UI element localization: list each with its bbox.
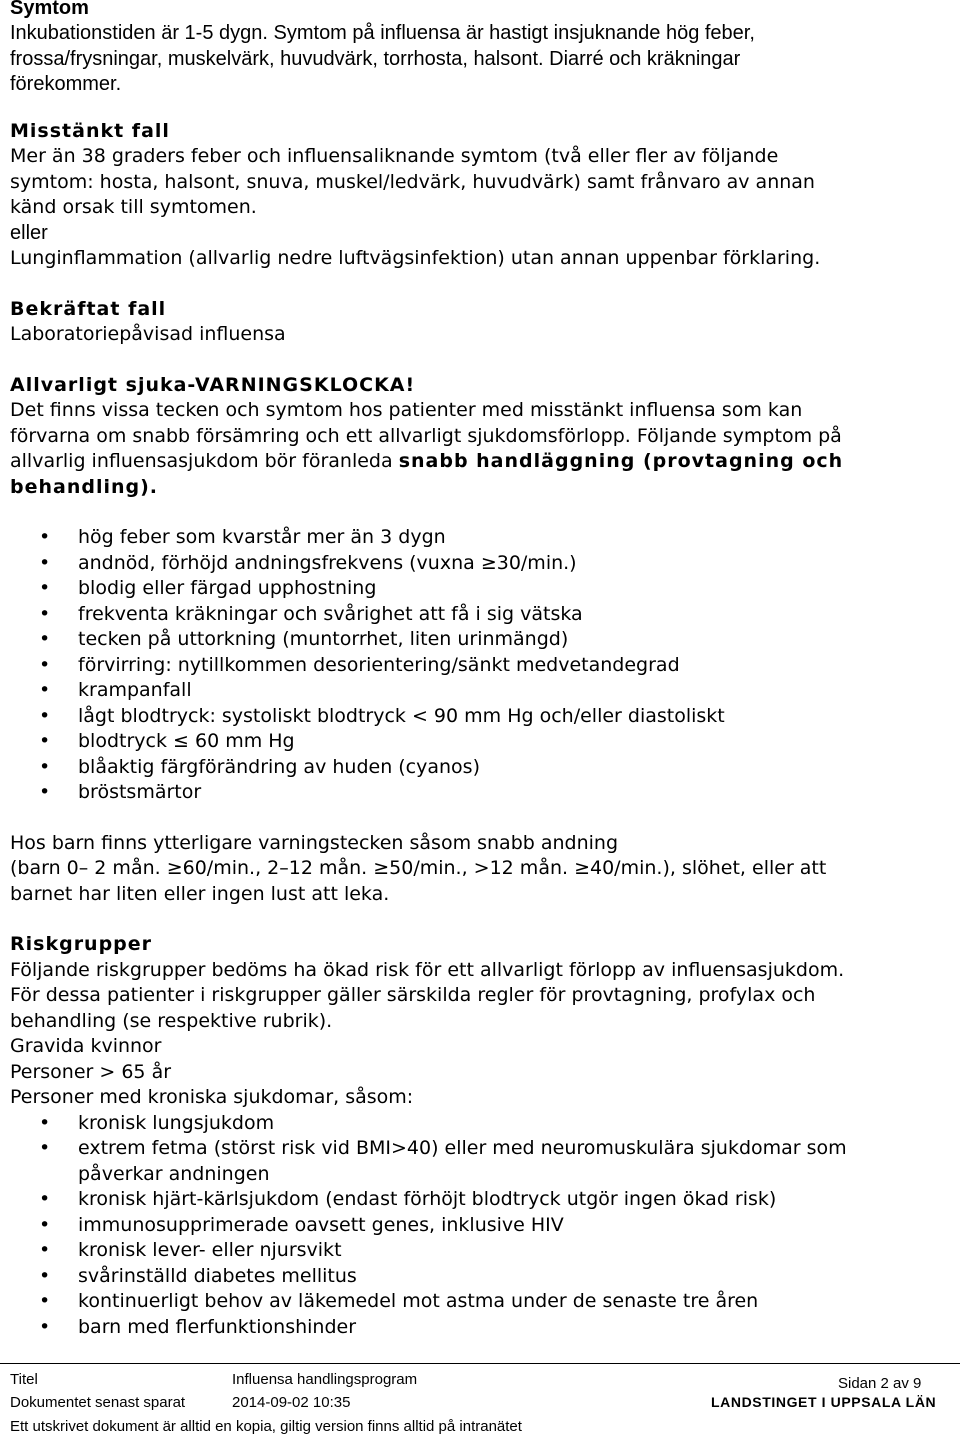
text-line: Laboratoriepåvisad influensa bbox=[10, 323, 286, 345]
list-item: • blåaktig färgförändring av huden (cyanos) bbox=[10, 755, 945, 781]
list-item: • kronisk lungsjukdom bbox=[10, 1111, 945, 1137]
list-item-text: extrem fetma (störst risk vid BMI>40) eller med neuromuskulära sjukdomar som bbox=[78, 1137, 847, 1159]
spacer bbox=[10, 98, 945, 119]
text-line: förvarna om snabb försämring och ett allvarligt sjukdomsförlopp. Följande symptom på bbox=[10, 424, 842, 447]
footer-title-label: Titel bbox=[10, 1371, 38, 1388]
text-line: Gravida kvinnor bbox=[10, 1035, 162, 1057]
text-line: behandling (se respektive rubrik). bbox=[10, 1009, 333, 1032]
risk-groups-list bbox=[10, 1111, 945, 1341]
or-text: eller bbox=[10, 221, 48, 244]
text-emphasis: behandling). bbox=[10, 475, 159, 498]
list-item bbox=[10, 1136, 945, 1187]
text-line: Det finns vissa tecken och symtom hos patienter med misstänkt influensa som kan bbox=[10, 399, 803, 421]
list-item-text: påverkar andningen bbox=[78, 1162, 270, 1185]
text-line: förekommer. bbox=[10, 73, 122, 95]
footer-organization: LANDSTINGET I UPPSALA LÄN bbox=[711, 1394, 937, 1410]
list-item: • andnöd, förhöjd andningsfrekvens (vuxna ≥30/min.) bbox=[10, 551, 945, 577]
text-line: Mer än 38 graders feber och influensaliknande symtom (två eller fler av följande bbox=[10, 145, 779, 167]
footer-page-number: Sidan 2 av 9 bbox=[838, 1375, 922, 1392]
text-normal: allvarlig influensasjukdom bör föranleda bbox=[10, 450, 399, 472]
list-item: • frekventa kräkningar och svårighet att få i sig vätska bbox=[10, 602, 945, 628]
text-line: Hos barn finns ytterligare varningstecken såsom snabb andning bbox=[10, 831, 619, 854]
list-item: • blodig eller färgad upphostning bbox=[10, 576, 945, 602]
list-item: • tecken på uttorkning (muntorrhet, liten urinmängd) bbox=[10, 627, 945, 653]
text-line bbox=[10, 449, 945, 475]
text-line: Inkubationstiden är 1-5 dygn. Symtom på influensa är hastigt insjuknande hög feber, bbox=[10, 22, 755, 44]
section-symtom bbox=[10, 0, 945, 98]
text-line: Lunginflammation (allvarlig nedre luftvägsinfektion) utan annan uppenbar förklaring. bbox=[10, 247, 821, 269]
list-item: • blodtryck ≤ 60 mm Hg bbox=[10, 729, 945, 755]
list-item: • svårinställd diabetes mellitus bbox=[10, 1264, 945, 1290]
heading-riskgrupper: Riskgrupper bbox=[10, 933, 153, 955]
list-item: • krampanfall bbox=[10, 678, 945, 704]
list-item: • förvirring: nytillkommen desorientering/sänkt medvetandegrad bbox=[10, 653, 945, 679]
footer-title-value: Influensa handlingsprogram bbox=[232, 1371, 418, 1388]
heading-allvarligt: Allvarligt sjuka-VARNINGSKLOCKA! bbox=[10, 373, 416, 396]
list-item: • kontinuerligt behov av läkemedel mot astma under de senaste tre åren bbox=[10, 1289, 945, 1315]
symtom-text bbox=[10, 21, 945, 98]
spacer bbox=[10, 272, 945, 297]
spacer bbox=[10, 500, 945, 525]
heading-bekraftat: Bekräftat fall bbox=[10, 297, 167, 320]
list-item: • kronisk hjärt-kärlsjukdom (endast förhöjt blodtryck utgör ingen ökad risk) bbox=[10, 1187, 945, 1213]
section-riskgrupper bbox=[10, 932, 945, 1340]
footer-divider bbox=[0, 1363, 960, 1364]
spacer bbox=[10, 348, 945, 373]
text-line: Följande riskgrupper bedöms ha ökad risk för ett allvarligt förlopp av influensasjukdom. bbox=[10, 958, 845, 981]
text-line: barnet har liten eller ingen lust att leka. bbox=[10, 882, 390, 905]
text-line: känd orsak till symtomen. bbox=[10, 196, 257, 218]
list-item: • bröstsmärtor bbox=[10, 780, 945, 806]
list-item: • immunosupprimerade oavsett genes, inklusive HIV bbox=[10, 1213, 945, 1239]
list-item: • kronisk lever- eller njursvikt bbox=[10, 1238, 945, 1264]
page-footer bbox=[0, 1363, 960, 1438]
text-line: Personer med kroniska sjukdomar, såsom: bbox=[10, 1086, 414, 1108]
heading-symtom: Symtom bbox=[10, 0, 89, 19]
document-body bbox=[10, 0, 945, 1340]
warning-signs-list bbox=[10, 525, 945, 806]
text-line: frossa/frysningar, muskelvärk, huvudvärk, torrhosta, halsont. Diarré och kräkningar bbox=[10, 47, 741, 70]
footer-notice: Ett utskrivet dokument är alltid en kopia, giltig version finns alltid på intranätet bbox=[10, 1418, 522, 1435]
section-misstankt bbox=[10, 119, 945, 272]
text-line: För dessa patienter i riskgrupper gäller särskilda regler för provtagning, profylax och bbox=[10, 984, 816, 1006]
list-item: • barn med flerfunktionshinder bbox=[10, 1315, 945, 1341]
list-item: • hög feber som kvarstår mer än 3 dygn bbox=[10, 525, 945, 551]
section-bekraftat bbox=[10, 297, 945, 348]
list-item: • lågt blodtryck: systoliskt blodtryck < 90 mm Hg och/eller diastoliskt bbox=[10, 704, 945, 730]
section-allvarligt bbox=[10, 373, 945, 908]
text-line: (barn 0– 2 mån. ≥60/min., 2–12 mån. ≥50/min., >12 mån. ≥40/min.), slöhet, eller att bbox=[10, 857, 827, 879]
footer-saved-value: 2014-09-02 10:35 bbox=[232, 1394, 351, 1411]
spacer bbox=[10, 806, 945, 831]
text-line: Personer > 65 år bbox=[10, 1060, 172, 1083]
text-line: symtom: hosta, halsont, snuva, muskel/ledvärk, huvudvärk) samt frånvaro av annan bbox=[10, 170, 815, 193]
spacer bbox=[10, 907, 945, 932]
text-emphasis: snabb handläggning (provtagning och bbox=[398, 450, 844, 472]
footer-saved-label: Dokumentet senast sparat bbox=[10, 1394, 186, 1411]
heading-misstankt: Misstänkt fall bbox=[10, 119, 170, 142]
